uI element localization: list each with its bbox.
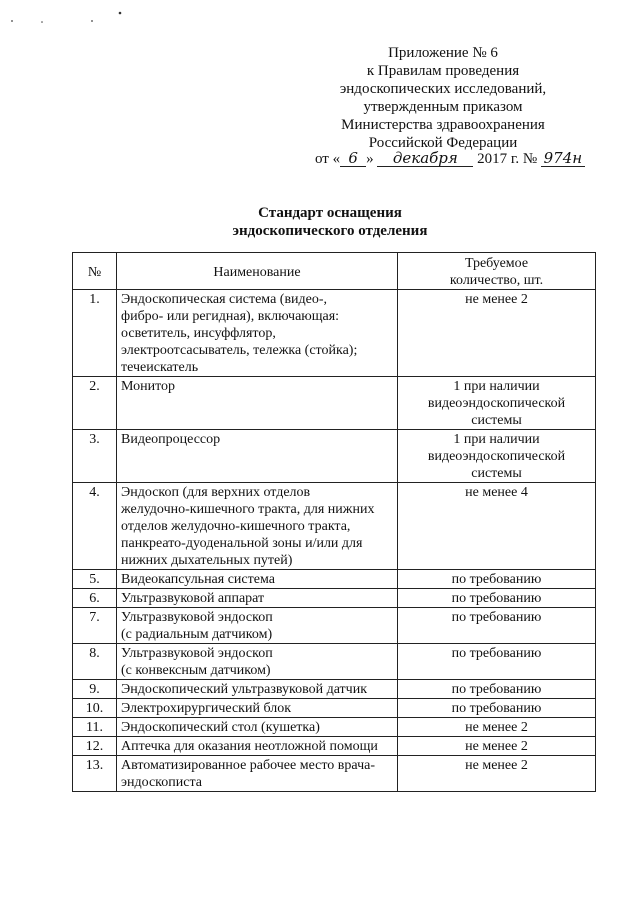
row-number: 13. [73, 756, 117, 792]
table-row [73, 608, 596, 644]
header-number: № [73, 253, 117, 290]
handwritten-order-number: 974н [541, 150, 585, 167]
header-name: Наименование [117, 253, 398, 290]
table-row [73, 483, 596, 570]
row-name: Эндоскоп (для верхних отделов желудочно-кишечного тракта, для нижних отделов желудочно-кишечного тракта, панкреато-дуоденальной зоны и/или для нижних дыхательных путей) [117, 483, 398, 570]
handwritten-month: декабря [377, 150, 473, 167]
scan-specks [0, 0, 140, 30]
row-name: Аптечка для оказания неотложной помощи [117, 737, 398, 756]
title-line: эндоскопического отделения [232, 223, 428, 239]
annex-header [318, 44, 568, 152]
row-name: Электрохирургический блок [117, 699, 398, 718]
row-number: 1. [73, 290, 117, 377]
row-name: Эндоскопическая система (видео-, фибро- или регидная), включающая: осветитель, инсуффлятор, электроотсасыватель, тележка (стойка); течеискатель [117, 290, 398, 377]
annex-line: Министерства здравоохранения [341, 117, 545, 133]
row-name: Эндоскопический ультразвуковой датчик [117, 680, 398, 699]
row-number: 12. [73, 737, 117, 756]
date-year-text: 2017 г. № [477, 151, 538, 167]
row-quantity: по требованию [398, 699, 596, 718]
row-name: Автоматизированное рабочее место врача- эндоскописта [117, 756, 398, 792]
table-row [73, 737, 596, 756]
table-row [73, 680, 596, 699]
row-number: 8. [73, 644, 117, 680]
row-quantity: не менее 2 [398, 756, 596, 792]
date-mid: » [366, 151, 374, 167]
date-prefix: от « [315, 151, 341, 167]
row-quantity: 1 при наличии видеоэндоскопической системы [398, 430, 596, 483]
row-number: 7. [73, 608, 117, 644]
row-name: Видеопроцессор [117, 430, 398, 483]
table-row [73, 756, 596, 792]
row-number: 6. [73, 589, 117, 608]
row-quantity: не менее 2 [398, 737, 596, 756]
order-date-line [315, 150, 615, 168]
equipment-standard-table [72, 252, 596, 792]
row-number: 9. [73, 680, 117, 699]
row-quantity: не менее 2 [398, 290, 596, 377]
row-number: 11. [73, 718, 117, 737]
annex-line: эндоскопических исследований, [339, 81, 547, 97]
header-quantity: Требуемое количество, шт. [398, 253, 596, 290]
table-row [73, 699, 596, 718]
row-quantity: по требованию [398, 589, 596, 608]
row-number: 5. [73, 570, 117, 589]
row-quantity: по требованию [398, 570, 596, 589]
row-name: Монитор [117, 377, 398, 430]
annex-line: Российской Федерации [368, 135, 518, 151]
row-quantity: не менее 2 [398, 718, 596, 737]
document-title [160, 204, 500, 240]
row-number: 4. [73, 483, 117, 570]
row-number: 10. [73, 699, 117, 718]
table-row [73, 290, 596, 377]
table-header-row [73, 253, 596, 290]
row-name: Ультразвуковой эндоскоп (с радиальным датчиком) [117, 608, 398, 644]
row-quantity: не менее 4 [398, 483, 596, 570]
row-quantity: по требованию [398, 680, 596, 699]
annex-line: Приложение № 6 [388, 45, 498, 61]
table-row [73, 430, 596, 483]
annex-line: утвержденным приказом [363, 99, 523, 115]
annex-line: к Правилам проведения [366, 63, 520, 79]
row-name: Видеокапсульная система [117, 570, 398, 589]
table-row [73, 570, 596, 589]
table-row [73, 644, 596, 680]
row-number: 2. [73, 377, 117, 430]
table-row [73, 718, 596, 737]
row-name: Ультразвуковой аппарат [117, 589, 398, 608]
table-row [73, 377, 596, 430]
table-row [73, 589, 596, 608]
row-name: Эндоскопический стол (кушетка) [117, 718, 398, 737]
row-quantity: по требованию [398, 644, 596, 680]
title-line: Стандарт оснащения [258, 205, 402, 221]
row-quantity: 1 при наличии видеоэндоскопической системы [398, 377, 596, 430]
row-name: Ультразвуковой эндоскоп (с конвексным датчиком) [117, 644, 398, 680]
row-number: 3. [73, 430, 117, 483]
handwritten-day: 6 [340, 150, 366, 167]
row-quantity: по требованию [398, 608, 596, 644]
